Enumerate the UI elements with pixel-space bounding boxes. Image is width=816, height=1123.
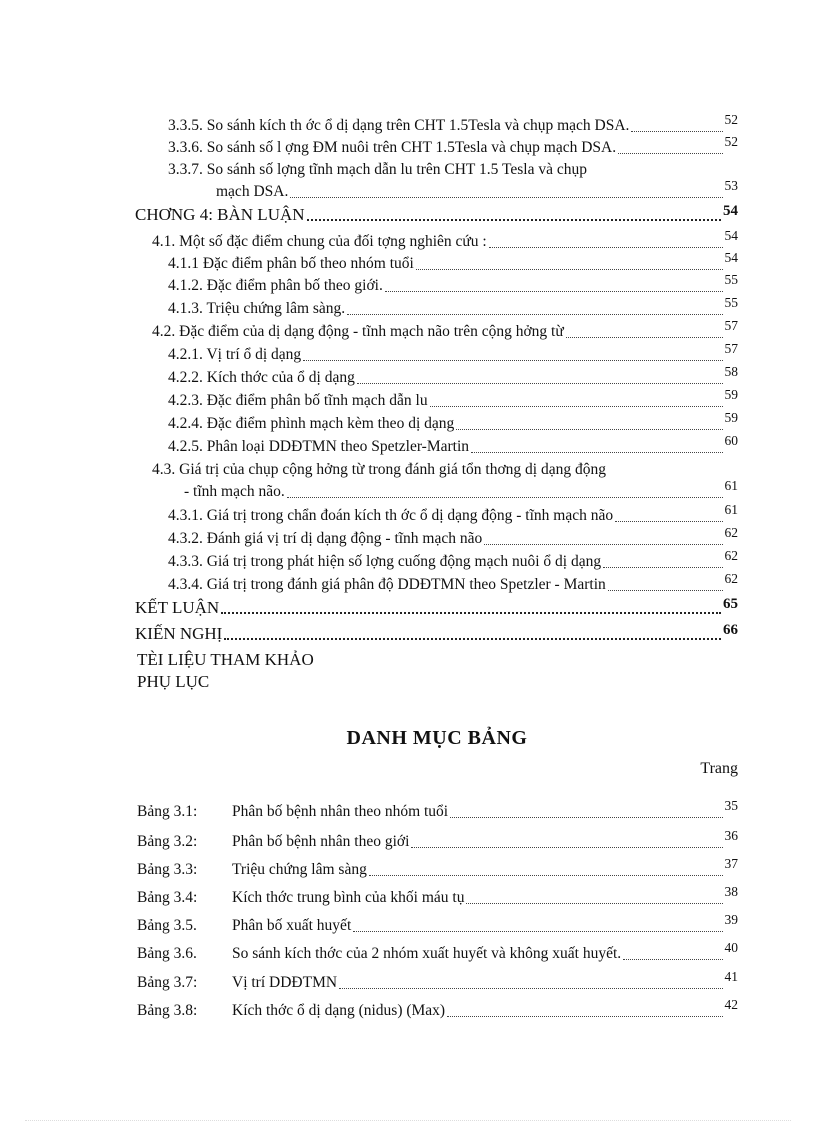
leader-dots <box>489 246 723 248</box>
toc-chapter: PHỤ LỤC <box>137 672 210 691</box>
leader-dots <box>353 930 722 932</box>
table-entry: Bảng 3.6. So sánh kích thớc của 2 nhóm xuất huyết và không xuất huyết. 40 <box>137 940 738 962</box>
leader-dots <box>447 1015 722 1017</box>
toc-entry: 4.2.3. Đặc điểm phân bố tĩnh mạch dẫn lu 59 <box>168 387 738 409</box>
toc-entry: 4.2.4. Đặc điểm phình mạch kèm theo dị dạng 59 <box>168 410 738 432</box>
leader-dots <box>290 196 722 198</box>
toc-entry: 4.2.2. Kích thớc của ổ dị dạng 58 <box>168 364 738 386</box>
table-entry: Bảng 3.5. Phân bố xuất huyết 39 <box>137 912 738 934</box>
toc-entry: 4.2.5. Phân loại DDĐTMN theo Spetzler-Martin 60 <box>168 433 738 455</box>
toc-entry: - tĩnh mạch não. 61 <box>184 478 738 500</box>
leader-dots <box>347 313 722 315</box>
leader-dots <box>385 290 723 292</box>
leader-dots <box>608 589 723 591</box>
leader-dots <box>456 428 722 430</box>
table-entry: Bảng 3.7: Vị trí DDĐTMN 41 <box>137 969 738 991</box>
toc-entry: 3.3.6. So sánh số l ợng ĐM nuôi trên CHT 1.5Tesla và chụp mạch DSA. 52 <box>168 134 738 156</box>
section-title: DANH MỤC BẢNG <box>346 727 528 749</box>
toc-chapter: KẾT LUẬN 65 <box>135 596 738 617</box>
leader-dots <box>221 611 721 614</box>
leader-dots <box>623 958 722 960</box>
leader-dots <box>615 520 722 522</box>
toc-entry: 4.1.2. Đặc điểm phân bố theo giới. 55 <box>168 272 738 294</box>
leader-dots <box>357 382 723 384</box>
leader-dots <box>303 359 722 361</box>
footer-divider <box>25 1120 791 1121</box>
table-entry: Bảng 3.2: Phân bố bệnh nhân theo giới 36 <box>137 828 738 850</box>
leader-dots <box>224 637 721 640</box>
leader-dots <box>471 451 722 453</box>
toc-entry: 4.1. Một số đặc điểm chung của đối tợng nghiên cứu : 54 <box>152 228 738 250</box>
toc-entry: 4.1.3. Triệu chứng lâm sàng. 55 <box>168 295 738 317</box>
table-entry: Bảng 3.3: Triệu chứng lâm sàng 37 <box>137 856 738 878</box>
leader-dots <box>287 496 723 498</box>
toc-entry: 4.3.2. Đánh giá vị trí dị dạng động - tĩnh mạch não 62 <box>168 525 738 547</box>
toc-chapter: TÈI LIỆU THAM KHẢO <box>137 650 314 669</box>
toc-chapter: KIẾN NGHỊ 66 <box>135 622 738 643</box>
toc-entry: 3.3.5. So sánh kích th ớc ổ dị dạng trên CHT 1.5Tesla và chụp mạch DSA. 52 <box>168 112 738 134</box>
toc-entry: 4.3.3. Giá trị trong phát hiện số lợng cuống động mạch nuôi ổ dị dạng 62 <box>168 548 738 570</box>
table-entry: Bảng 3.8: Kích thớc ổ dị dạng (nidus) (Max) 42 <box>137 997 738 1019</box>
toc-entry: 4.3. Giá trị của chụp cộng hởng từ trong đánh giá tổn thơng dị dạng động <box>152 461 606 478</box>
leader-dots <box>430 405 723 407</box>
leader-dots <box>339 987 722 989</box>
leader-dots <box>416 268 723 270</box>
leader-dots <box>307 218 721 221</box>
toc-entry: 3.3.7. So sánh số lợng tĩnh mạch dẫn lu trên CHT 1.5 Tesla và chụp <box>168 161 587 178</box>
leader-dots <box>466 902 722 904</box>
leader-dots <box>618 152 722 154</box>
leader-dots <box>484 543 722 545</box>
leader-dots <box>566 336 723 338</box>
toc-entry: 4.1.1 Đặc điểm phân bố theo nhóm tuổi 54 <box>168 250 738 272</box>
leader-dots <box>369 874 723 876</box>
leader-dots <box>411 846 722 848</box>
table-entry: Bảng 3.1: Phân bố bệnh nhân theo nhóm tuổi 35 <box>137 798 738 820</box>
toc-entry: 4.3.1. Giá trị trong chẩn đoán kích th ớc ổ dị dạng động - tĩnh mạch não 61 <box>168 502 738 524</box>
toc-entry: 4.3.4. Giá trị trong đánh giá phân độ DDĐTMN theo Spetzler - Martin 62 <box>168 571 738 593</box>
leader-dots <box>603 566 722 568</box>
page-column-label: Trang <box>700 760 738 777</box>
toc-chapter: CHƠNG 4: BÀN LUẬN 54 <box>135 203 738 224</box>
leader-dots <box>631 130 722 132</box>
table-entry: Bảng 3.4: Kích thớc trung bình của khối máu tụ 38 <box>137 884 738 906</box>
leader-dots <box>450 816 722 818</box>
toc-entry: mạch DSA. 53 <box>216 178 738 200</box>
toc-entry: 4.2. Đặc điểm của dị dạng động - tĩnh mạch não trên cộng hởng từ 57 <box>152 318 738 340</box>
toc-entry: 4.2.1. Vị trí ổ dị dạng 57 <box>168 341 738 363</box>
